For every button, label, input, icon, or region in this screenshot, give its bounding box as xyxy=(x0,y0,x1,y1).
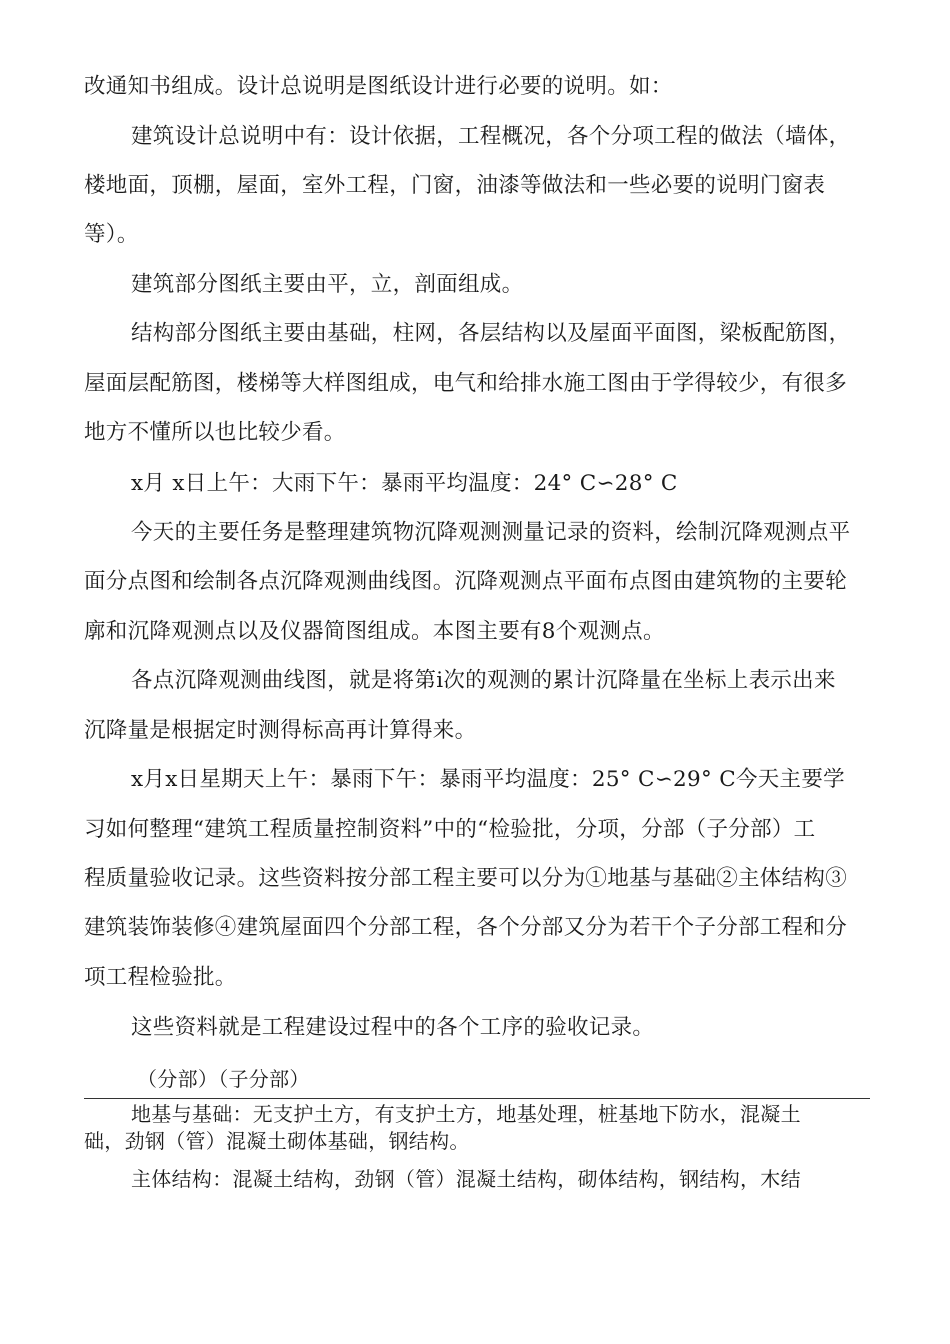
paragraph-line: 楼地面，顶棚，屋面，室外工程，门窗，油漆等做法和一些必要的说明门窗表 xyxy=(84,173,826,198)
paragraph-line: 各点沉降观测曲线图，就是将第i次的观测的累计沉降量在坐标上表示出来 xyxy=(131,668,836,693)
paragraph-line: 结构部分图纸主要由基础，柱网，各层结构以及屋面平面图，梁板配筋图， xyxy=(131,321,851,346)
paragraph-line: 建筑装饰装修④建筑屋面四个分部工程，各个分部又分为若干个子分部工程和分 xyxy=(84,915,848,940)
table-row: 础，劲钢（管）混凝土砌体基础，钢结构。 xyxy=(84,1129,470,1153)
paragraph-line: 建筑部分图纸主要由平，立，剖面组成。 xyxy=(131,272,524,297)
paragraph-line: 建筑设计总说明中有：设计依据，工程概况，各个分项工程的做法（墙体， xyxy=(131,124,851,149)
paragraph-line: 地方不懂所以也比较少看。 xyxy=(84,420,346,445)
paragraph-line: 项工程检验批。 xyxy=(84,965,237,990)
paragraph-line: 这些资料就是工程建设过程中的各个工序的验收记录。 xyxy=(131,1015,655,1040)
table-row: 地基与基础：无支护土方，有支护土方，地基处理，桩基地下防水，混凝土 xyxy=(131,1102,801,1126)
paragraph-line: 等）。 xyxy=(84,222,139,247)
paragraph-line: 习如何整理“建筑工程质量控制资料”中的“检验批，分项，分部（子分部）工 xyxy=(84,817,816,842)
table-header: （分部）（子分部） xyxy=(137,1067,310,1091)
diary-date-line: x月 x日上午：大雨下午：暴雨平均温度：24° C∽28° C xyxy=(131,471,678,496)
diary-date-line: x月x日星期天上午：暴雨下午：暴雨平均温度：25° C∽29° C今天主要学 xyxy=(131,767,845,792)
paragraph-line: 程质量验收记录。这些资料按分部工程主要可以分为①地基与基础②主体结构③ xyxy=(84,866,848,891)
paragraph-line: 面分点图和绘制各点沉降观测曲线图。沉降观测点平面布点图由建筑物的主要轮 xyxy=(84,569,848,594)
paragraph-line: 改通知书组成。设计总说明是图纸设计进行必要的说明。如： xyxy=(84,74,673,99)
table-row: 主体结构：混凝土结构，劲钢（管）混凝土结构，砌体结构，钢结构，木结 xyxy=(131,1167,801,1191)
paragraph-line: 屋面层配筋图，楼梯等大样图组成，电气和给排水施工图由于学得较少，有很多 xyxy=(84,371,848,396)
paragraph-line: 今天的主要任务是整理建筑物沉降观测测量记录的资料，绘制沉降观测点平 xyxy=(131,520,851,545)
paragraph-line: 廓和沉降观测点以及仪器简图组成。本图主要有8个观测点。 xyxy=(84,619,665,644)
paragraph-line: 沉降量是根据定时测得标高再计算得来。 xyxy=(84,718,477,743)
